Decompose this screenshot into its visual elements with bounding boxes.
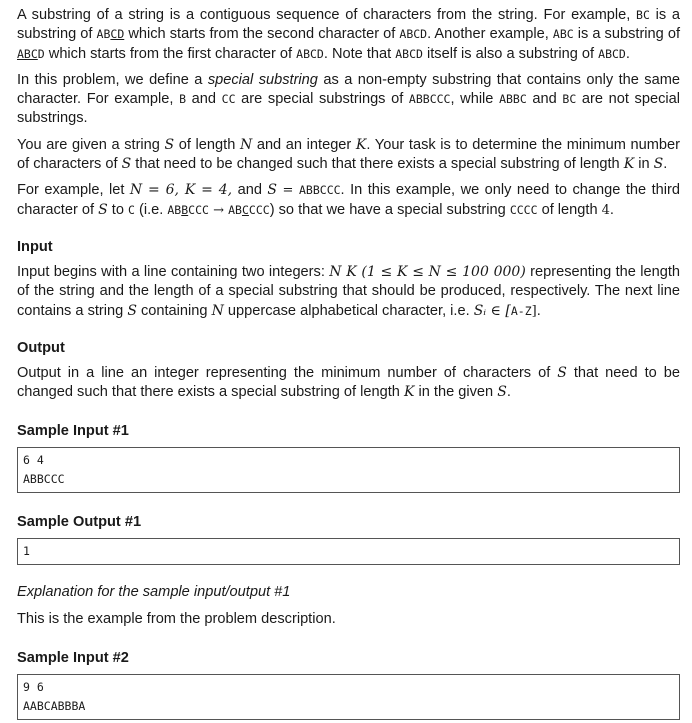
sample-input-1-line: 6 4	[23, 453, 44, 468]
arrow-symbol: →	[208, 202, 229, 218]
sample-input-2-line: AABCABBBA	[23, 699, 86, 714]
sample-input-2-heading: Sample Input #2	[17, 650, 129, 667]
problem-statement	[17, 6, 680, 720]
intro-paragraph-4: For example, let N = 6, K = 4, and S = ABBCCC. In this example, we only need to change the third character of S to C (i.e. ABBCCC → ABCCCC) so that we have a special substring CCCC of length 4.	[17, 182, 680, 218]
sample-output-1-heading: Sample Output #1	[17, 514, 142, 531]
sample-output-1-box	[17, 538, 680, 565]
sample-input-1-box	[17, 447, 680, 493]
output-description: Output in a line an integer representing the minimum number of characters of S that need to be changed such that there exists a special substring of length K in the given S.	[17, 364, 681, 401]
input-description: Input begins with a line containing two integers: N K (1 ≤ K ≤ N ≤ 100 000) representing the length of the string and the length of a special substring that should be produced, respectively. The next line contains a string S containing N uppercase alphabetical character, i.e. Sᵢ ∈ [A-Z].	[17, 263, 681, 319]
output-heading: Output	[17, 339, 65, 356]
sample-input-2-line: 9 6	[23, 680, 44, 695]
intro-paragraph-2: In this problem, we define a special substring as a non-empty substring that contains only the same character. For example, B and CC are special substrings of ABBCCC, while ABBC and BC are not special substrings.	[17, 71, 680, 127]
sample-input-1-heading: Sample Input #1	[17, 423, 129, 440]
intro-paragraph-1: A substring of a string is a contiguous sequence of characters from the string. For example, BC is a substring of ABCD which starts from the second character of ABCD. Another example, ABC is a substring of ABCD which starts from the first character of ABCD. Note that ABCD itself is also a substring of ABCD.	[17, 7, 681, 62]
sample-input-1-line: ABBCCC	[23, 472, 65, 487]
sample-output-1-line: 1	[23, 544, 30, 559]
input-heading: Input	[17, 238, 53, 255]
explanation-1-text: This is the example from the problem description.	[17, 610, 336, 627]
intro-paragraph-3: You are given a string S of length N and an integer K. Your task is to determine the minimum number of characters of S that need to be changed such that there exists a special substring of length K in S.	[17, 136, 680, 173]
sample-input-2-box	[17, 674, 680, 720]
explanation-1-title: Explanation for the sample input/output #1	[17, 584, 291, 601]
